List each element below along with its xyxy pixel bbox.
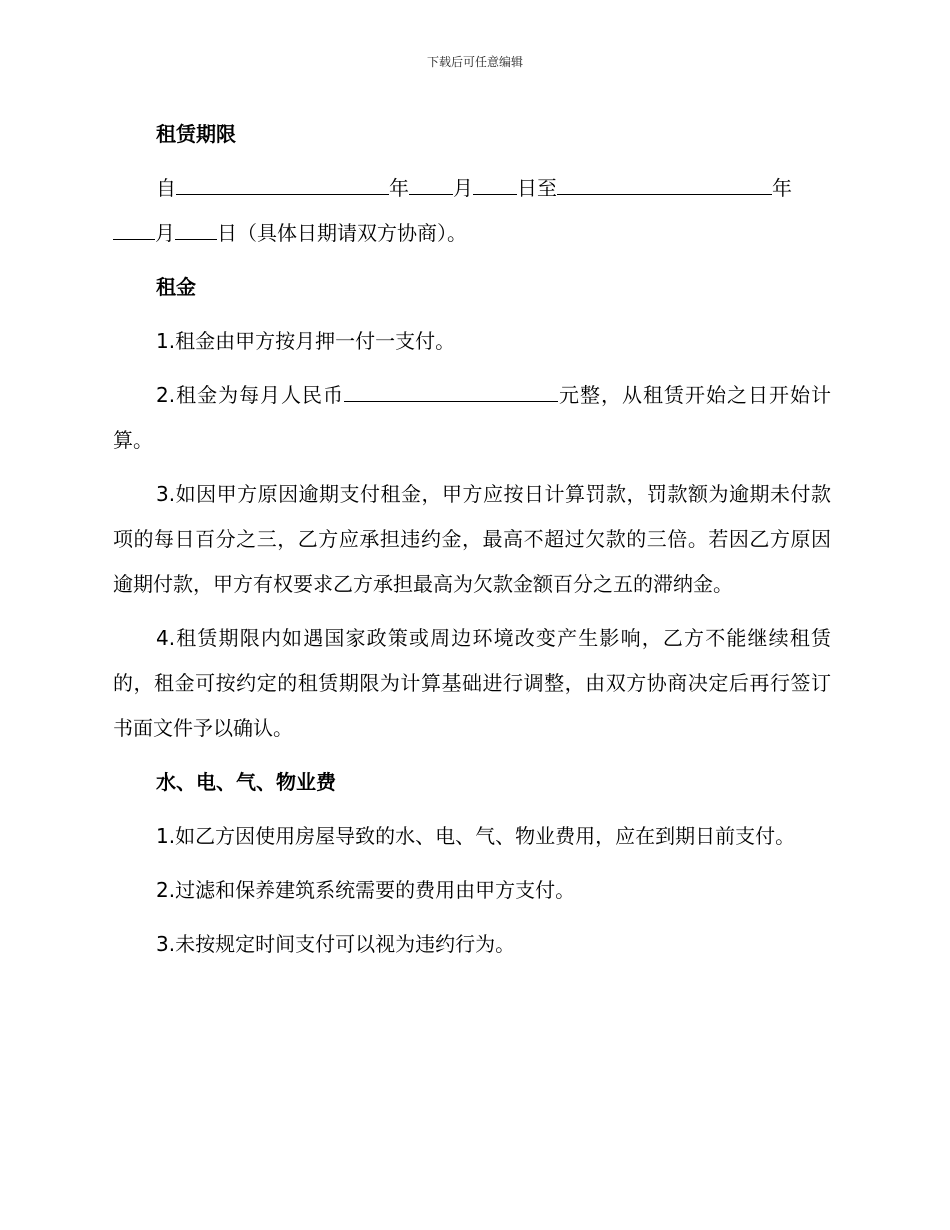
section-title-utilities: 水、电、气、物业费 [156,770,336,794]
section-title-rent: 租金 [156,275,196,299]
rent-paragraph-1: 1.租金由甲方按月押一付一支付。 [156,329,456,353]
section-title-term: 租赁期限 [156,122,236,146]
utilities-paragraph-2: 2.过滤和保养建筑系统需要的费用由甲方支付。 [156,878,576,902]
term-year2: 年 [772,176,792,200]
blank-year-start[interactable] [176,178,389,195]
term-day2-note: 日（具体日期请双方协商）。 [217,221,467,245]
rent-paragraph-2 [113,373,831,463]
blank-day-start[interactable] [473,178,517,195]
page-header: 下载后可任意编辑 [426,55,523,69]
rent-paragraph-3: 3.如因甲方原因逾期支付租金，甲方应按日计算罚款，罚款额为逾期未付款项的每日百分之三，乙方应承担违约金，最高不超过欠款的三倍。若因乙方原因逾期付款，甲方有权要求乙方承担最高为欠款金额百分之五的滞纳金。 [113,482,831,596]
blank-day-end[interactable] [175,223,217,240]
blank-year-end[interactable] [557,178,772,195]
term-from: 自 [156,176,176,200]
blank-month-end[interactable] [113,223,155,240]
utilities-paragraph-1: 1.如乙方因使用房屋导致的水、电、气、物业费用，应在到期日前支付。 [156,824,796,848]
document-body [113,112,831,976]
blank-month-start[interactable] [409,178,453,195]
term-month2: 月 [155,221,175,245]
utilities-paragraph-3: 3.未按规定时间支付可以视为违约行为。 [156,932,516,956]
term-month1: 月 [453,176,473,200]
rent-p2-before: 2.租金为每月人民币 [156,383,345,407]
blank-rent-amount[interactable] [344,385,558,402]
term-year1: 年 [389,176,409,200]
term-day1-to: 日至 [517,176,557,200]
term-paragraph [113,166,831,256]
rent-p2-after: 元整，从租赁开始之日开始计算。 [113,383,831,452]
rent-paragraph-4: 4.租赁期限内如遇国家政策或周边环境改变产生影响，乙方不能继续租赁的，租金可按约定的租赁期限为计算基础进行调整，由双方协商决定后再行签订书面文件予以确认。 [113,626,831,740]
